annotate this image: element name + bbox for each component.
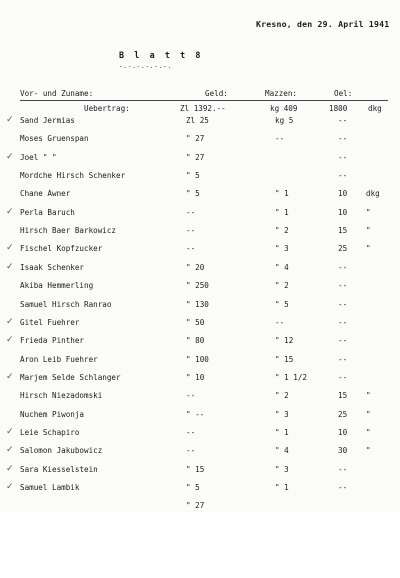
entry-name: Fischel Kopfzucker xyxy=(20,244,103,254)
entry-name: Sand Jermias xyxy=(20,116,75,125)
entry-oil: -- xyxy=(338,464,348,474)
entry-money: " 5 xyxy=(186,171,200,181)
entry-money: " 50 xyxy=(186,317,205,327)
entry-oil: -- xyxy=(338,354,348,364)
entry-check-mark: ✓ xyxy=(6,115,14,125)
carryover-label: Uebertrag: xyxy=(84,104,130,113)
carryover-oil: 1800 xyxy=(329,104,348,113)
entry-matzot: " 5 xyxy=(275,299,289,309)
entry-money: " 5 xyxy=(186,483,200,492)
entry-money: " 27 xyxy=(186,501,205,511)
entry-money: " 27 xyxy=(186,134,205,144)
entry-name: Samuel Lambik xyxy=(20,483,80,492)
entry-money: " 10 xyxy=(186,372,205,382)
entry-name: Mordche Hirsch Schenker xyxy=(20,171,126,181)
entry-money: " -- xyxy=(186,409,205,419)
entry-check-mark: ✓ xyxy=(6,206,14,217)
entry-oil: -- xyxy=(338,134,348,144)
entry-check-mark: ✓ xyxy=(6,482,14,492)
entry-money: -- xyxy=(186,244,196,254)
entry-name: Isaak Schenker xyxy=(20,262,85,272)
entry-oil: -- xyxy=(338,116,348,125)
entry-oil: 10 xyxy=(338,427,348,437)
entry-oil: 10 xyxy=(338,207,348,217)
page-bottom-margin xyxy=(0,512,400,578)
entry-check-mark: ✓ xyxy=(6,243,14,254)
entry-oil-unit: " xyxy=(366,207,371,217)
entry-oil: -- xyxy=(338,262,348,272)
entry-oil-unit: " xyxy=(366,244,371,254)
entry-matzot: " 2 xyxy=(275,391,289,401)
entry-name: Marjem Selde Schlanger xyxy=(20,372,121,382)
entry-money: " 5 xyxy=(186,189,200,199)
entry-name: Aron Leib Fuehrer xyxy=(20,354,98,364)
entry-money: Zl 25 xyxy=(186,116,209,125)
entry-name: Moses Gruenspan xyxy=(20,134,89,144)
entry-matzot: " 2 xyxy=(275,281,289,291)
entry-name: Hirsch Baer Barkowicz xyxy=(20,226,117,236)
entry-name: Hirsch Niezadomski xyxy=(20,391,103,401)
entry-oil: 25 xyxy=(338,409,348,419)
entry-name: Nuchem Piwonja xyxy=(20,409,85,419)
entry-oil: 10 xyxy=(338,189,348,199)
entry-check-mark: ✓ xyxy=(6,463,14,474)
entry-matzot: " 1 xyxy=(275,207,289,217)
entry-name: Salomon Jakubowicz xyxy=(20,446,103,456)
entry-oil: 15 xyxy=(338,226,348,236)
entry-oil-unit: " xyxy=(366,226,371,236)
entry-oil: 25 xyxy=(338,244,348,254)
header-money: Geld: xyxy=(205,89,228,98)
entry-money: -- xyxy=(186,207,196,217)
entry-name: Akiba Hemmerling xyxy=(20,281,94,291)
entry-oil: -- xyxy=(338,483,348,492)
entry-money: " 130 xyxy=(186,299,209,309)
entry-oil: -- xyxy=(338,336,348,346)
carryover-money: Zl 1392.-- xyxy=(180,104,226,113)
entry-matzot: " 15 xyxy=(275,354,294,364)
entry-check-mark: ✓ xyxy=(6,316,14,327)
entry-matzot: " 12 xyxy=(275,336,294,346)
entry-name: Joel " " xyxy=(20,152,57,162)
entry-check-mark: ✓ xyxy=(6,426,14,437)
entry-matzot: " 1 xyxy=(275,189,289,199)
entry-matzot: " 3 xyxy=(275,244,289,254)
entry-name: Perla Baruch xyxy=(20,207,75,217)
entry-oil: -- xyxy=(338,372,348,382)
entry-name: Samuel Hirsch Ranrao xyxy=(20,299,112,309)
entry-money: -- xyxy=(186,427,196,437)
entry-oil: -- xyxy=(338,152,348,162)
sheet-title: B l a t t 8 xyxy=(119,50,204,60)
entry-money: " 15 xyxy=(186,464,205,474)
entry-money: " 27 xyxy=(186,152,205,162)
header-oil: Oel: xyxy=(334,89,353,98)
entry-check-mark: ✓ xyxy=(6,261,14,272)
entry-oil-unit: " xyxy=(366,446,371,456)
entry-matzot: -- xyxy=(275,317,285,327)
entry-matzot: " 2 xyxy=(275,226,289,236)
entry-check-mark: ✓ xyxy=(6,371,14,382)
entry-check-mark: ✓ xyxy=(6,151,14,162)
entry-oil: -- xyxy=(338,317,348,327)
entry-check-mark: ✓ xyxy=(6,445,14,456)
entry-money: -- xyxy=(186,226,196,236)
title-underline: -.-.-.-.-.-. xyxy=(119,63,172,70)
entry-money: -- xyxy=(186,446,196,456)
entry-oil-unit: " xyxy=(366,391,371,401)
entry-matzot: " 4 xyxy=(275,446,289,456)
entry-name: Frieda Pinther xyxy=(20,336,85,346)
entry-money: " 100 xyxy=(186,354,209,364)
entry-matzot: -- xyxy=(275,134,285,144)
entry-oil: -- xyxy=(338,171,348,181)
entry-matzot: kg 5 xyxy=(275,116,294,125)
entry-name: Gitel Fuehrer xyxy=(20,317,80,327)
entry-name: Chane Awner xyxy=(20,189,71,199)
entry-matzot: " 1 xyxy=(275,427,289,437)
entry-name: Sara Kiesselstein xyxy=(20,464,98,474)
entry-oil-unit: " xyxy=(366,427,371,437)
header-matzot: Mazzen: xyxy=(265,89,298,98)
entry-oil: 15 xyxy=(338,391,348,401)
carryover-unit: dkg xyxy=(368,104,382,113)
header-name: Vor- und Zuname: xyxy=(20,89,94,98)
entry-money: " 80 xyxy=(186,336,205,346)
entry-oil: -- xyxy=(338,281,348,291)
entry-matzot: " 3 xyxy=(275,464,289,474)
entry-oil-unit: dkg xyxy=(366,189,380,199)
entry-matzot: " 1 xyxy=(275,483,289,492)
entry-matzot: " 4 xyxy=(275,262,289,272)
entry-name: Leie Schapiro xyxy=(20,427,80,437)
carryover-matzot: kg 409 xyxy=(270,104,298,113)
entry-matzot: " 1 1/2 xyxy=(275,372,308,382)
entry-check-mark: ✓ xyxy=(6,335,14,346)
header-rule xyxy=(20,100,388,101)
entry-money: -- xyxy=(186,391,196,401)
entry-matzot: " 3 xyxy=(275,409,289,419)
entry-money: " 20 xyxy=(186,262,205,272)
date-line: Kresno, den 29. April 1941 xyxy=(256,19,390,29)
entry-oil: 30 xyxy=(338,446,348,456)
entry-oil: -- xyxy=(338,299,348,309)
entry-money: " 250 xyxy=(186,281,209,291)
entry-oil-unit: " xyxy=(366,409,371,419)
